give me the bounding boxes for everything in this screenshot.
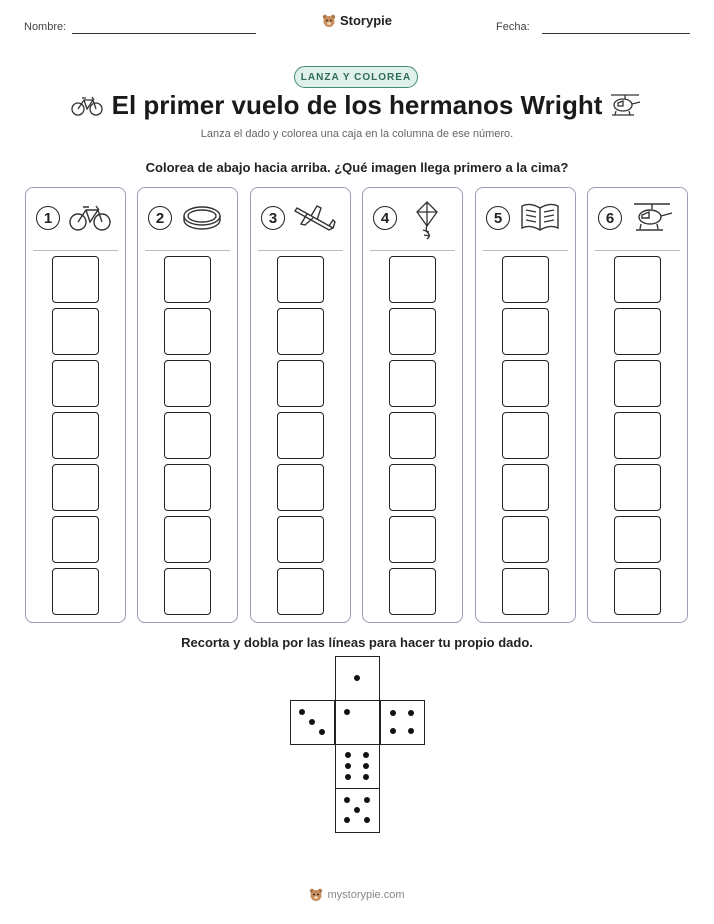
color-box[interactable] [614, 308, 661, 355]
dice-pip [354, 807, 360, 813]
color-box[interactable] [389, 360, 436, 407]
color-box[interactable] [502, 464, 549, 511]
color-box[interactable] [614, 360, 661, 407]
page-subtitle: Lanza el dado y colorea una caja en la columna de ese número. [200, 128, 514, 140]
color-box[interactable] [389, 516, 436, 563]
column-number: 6 [598, 206, 622, 230]
column-number: 3 [261, 206, 285, 230]
color-box[interactable] [389, 464, 436, 511]
columns-instruction: Colorea de abajo hacia arriba. ¿Qué imagen llega primero a la cima? [145, 160, 569, 175]
helicopter-icon [608, 92, 642, 120]
color-box[interactable] [502, 360, 549, 407]
brand-logo [0, 13, 714, 28]
dice-face-4 [380, 700, 425, 745]
column-divider [595, 250, 680, 251]
dice-face-1 [335, 700, 380, 745]
color-box[interactable] [164, 412, 211, 459]
dice-pip [345, 774, 351, 780]
color-box[interactable] [52, 308, 99, 355]
dice-pip [354, 675, 360, 681]
dice-pip [363, 763, 369, 769]
dice-pip [364, 797, 370, 803]
color-box[interactable] [52, 464, 99, 511]
dice-pip [344, 797, 350, 803]
color-box[interactable] [614, 256, 661, 303]
activity-badge: LANZA Y COLOREA [294, 66, 418, 88]
color-box[interactable] [277, 516, 324, 563]
color-box[interactable] [164, 464, 211, 511]
color-box[interactable] [502, 516, 549, 563]
column-number: 1 [36, 206, 60, 230]
bear-logo-icon [322, 14, 336, 28]
color-box[interactable] [277, 568, 324, 615]
dice-pip [408, 728, 414, 734]
color-box[interactable] [389, 412, 436, 459]
bear-logo-icon [309, 888, 323, 902]
name-label: Nombre: [24, 21, 67, 33]
dice-instruction: Recorta y dobla por las líneas para hacer tu propio dado. [181, 635, 533, 650]
color-box[interactable] [277, 308, 324, 355]
color-box[interactable] [52, 412, 99, 459]
color-box[interactable] [277, 360, 324, 407]
column-2 [137, 187, 238, 623]
column-1 [25, 187, 126, 623]
color-box[interactable] [502, 256, 549, 303]
column-number: 2 [148, 206, 172, 230]
color-box[interactable] [52, 360, 99, 407]
column-4 [362, 187, 463, 623]
color-box[interactable] [614, 464, 661, 511]
date-label: Fecha: [496, 21, 530, 33]
dice-pip [345, 752, 351, 758]
color-box[interactable] [277, 412, 324, 459]
dice-net [290, 656, 425, 836]
color-box[interactable] [502, 412, 549, 459]
dice-face-3 [290, 700, 335, 745]
helicopter-icon [630, 200, 674, 236]
column-divider [370, 250, 455, 251]
column-divider [258, 250, 343, 251]
column-divider [33, 250, 118, 251]
dice-pip [344, 709, 350, 715]
dice-pip [319, 729, 325, 735]
bicycle-icon [68, 200, 112, 234]
color-box[interactable] [614, 412, 661, 459]
column-number: 4 [373, 206, 397, 230]
dice-pip [390, 710, 396, 716]
color-box[interactable] [164, 256, 211, 303]
color-box[interactable] [164, 308, 211, 355]
color-box[interactable] [52, 516, 99, 563]
dice-pip [309, 719, 315, 725]
color-box[interactable] [502, 568, 549, 615]
dice-pip [299, 709, 305, 715]
name-line[interactable] [72, 33, 256, 34]
color-box[interactable] [614, 516, 661, 563]
color-box[interactable] [277, 256, 324, 303]
color-box[interactable] [614, 568, 661, 615]
dice-pip [344, 817, 350, 823]
page-title: El primer vuelo de los hermanos Wright [111, 90, 603, 120]
color-box[interactable] [502, 308, 549, 355]
column-divider [483, 250, 568, 251]
footer-url[interactable]: mystorypie.com [327, 889, 405, 901]
column-number: 5 [486, 206, 510, 230]
dice-pip [363, 774, 369, 780]
kite-icon [405, 200, 449, 240]
column-divider [145, 250, 230, 251]
footer [0, 888, 714, 902]
dice-pip [364, 817, 370, 823]
color-box[interactable] [164, 516, 211, 563]
coin-icon [180, 200, 224, 234]
airplane-icon [293, 200, 337, 234]
dice-pip [390, 728, 396, 734]
dice-pip [345, 763, 351, 769]
color-box[interactable] [389, 568, 436, 615]
column-6 [587, 187, 688, 623]
color-box[interactable] [52, 568, 99, 615]
date-line[interactable] [542, 33, 690, 34]
column-3 [250, 187, 351, 623]
dice-pip [408, 710, 414, 716]
color-box[interactable] [52, 256, 99, 303]
color-box[interactable] [389, 256, 436, 303]
color-box[interactable] [277, 464, 324, 511]
book-icon [518, 200, 562, 234]
dice-face-5 [335, 788, 380, 833]
dice-face-1 [335, 656, 380, 701]
dice-pip [363, 752, 369, 758]
brand-name: Storypie [339, 13, 392, 28]
dice-face-6 [335, 744, 380, 789]
color-box[interactable] [164, 360, 211, 407]
color-box[interactable] [389, 308, 436, 355]
column-5 [475, 187, 576, 623]
color-box[interactable] [164, 568, 211, 615]
